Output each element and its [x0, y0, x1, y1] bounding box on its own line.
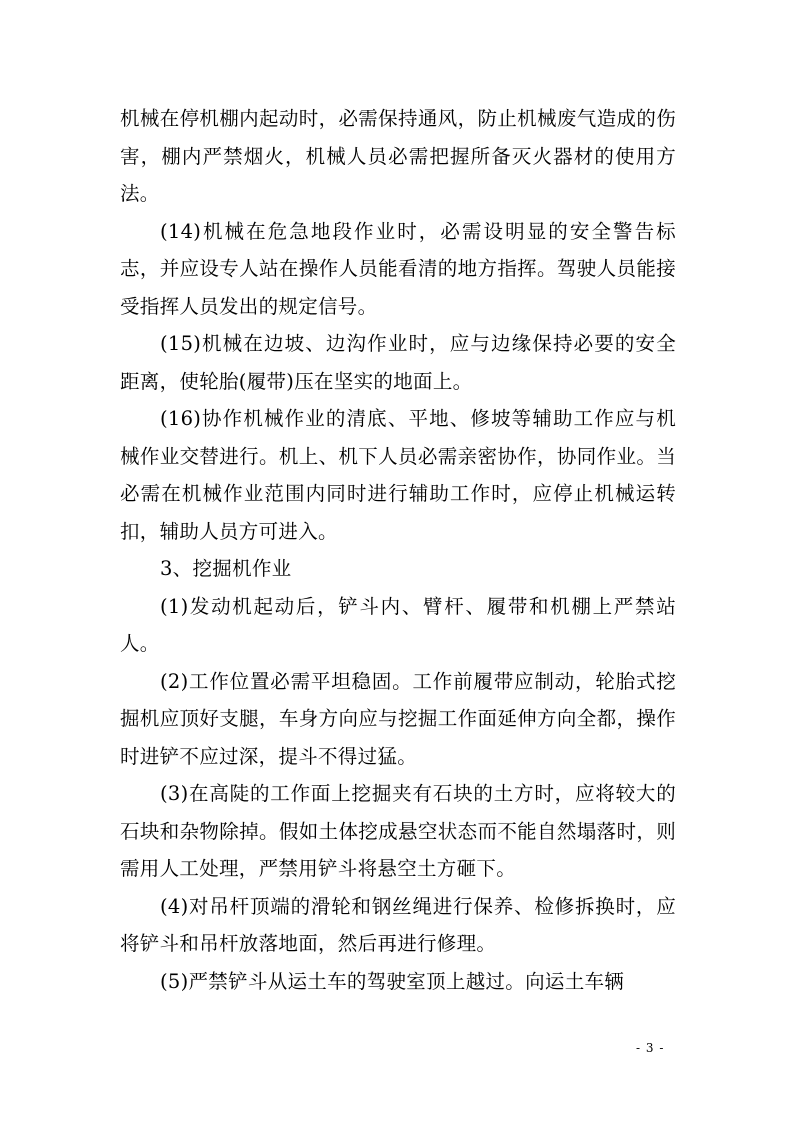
paragraph-item-14: (14)机械在危急地段作业时，必需设明显的安全警告标志，并应设专人站在操作人员能看清的地方指挥。驾驶人员能接受指挥人员发出的规定信号。	[120, 219, 676, 318]
paragraph-excavator-item-1: (1)发动机起动后，铲斗内、臂杆、履带和机棚上严禁站人。	[120, 594, 676, 655]
paragraph-ventilation: 机械在停机棚内起动时，必需保持通风，防止机械废气造成的伤害，棚内严禁烟火，机械人员必需把握所备灭火器材的使用方法。	[120, 107, 676, 205]
page-number: - 3 -	[636, 1041, 665, 1055]
paragraph-item-16: (16)协作机械作业的清底、平地、修坡等辅助工作应与机械作业交替进行。机上、机下人员必需亲密协作，协同作业。当必需在机械作业范围内同时进行辅助工作时，应停止机械运转扣，辅助人员方可进入。	[120, 407, 676, 543]
paragraph-item-15: (15)机械在边坡、边沟作业时，应与边缘保持必要的安全距离，使轮胎(履带)压在坚实的地面上。	[120, 332, 676, 393]
paragraph-excavator-item-2: (2)工作位置必需平坦稳固。工作前履带应制动，轮胎式挖掘机应顶好支腿，车身方向应与挖掘工作面延伸方向全都，操作时进铲不应过深，提斗不得过猛。	[120, 669, 676, 768]
document-body	[120, 100, 676, 1000]
paragraph-excavator-item-4: (4)对吊杆顶端的滑轮和钢丝绳进行保养、检修拆换时，应将铲斗和吊杆放落地面，然后再进行修理。	[120, 894, 676, 955]
paragraph-excavator-item-5: (5)严禁铲斗从运土车的驾驶室顶上越过。向运土车辆	[159, 969, 625, 993]
section-heading-excavator: 3、挖掘机作业	[159, 557, 292, 580]
paragraph-excavator-item-3: (3)在高陡的工作面上挖掘夹有石块的土方时，应将较大的石块和杂物除掉。假如土体挖成悬空状态而不能自然塌落时，则需用人工处理，严禁用铲斗将悬空土方砸下。	[120, 782, 676, 880]
